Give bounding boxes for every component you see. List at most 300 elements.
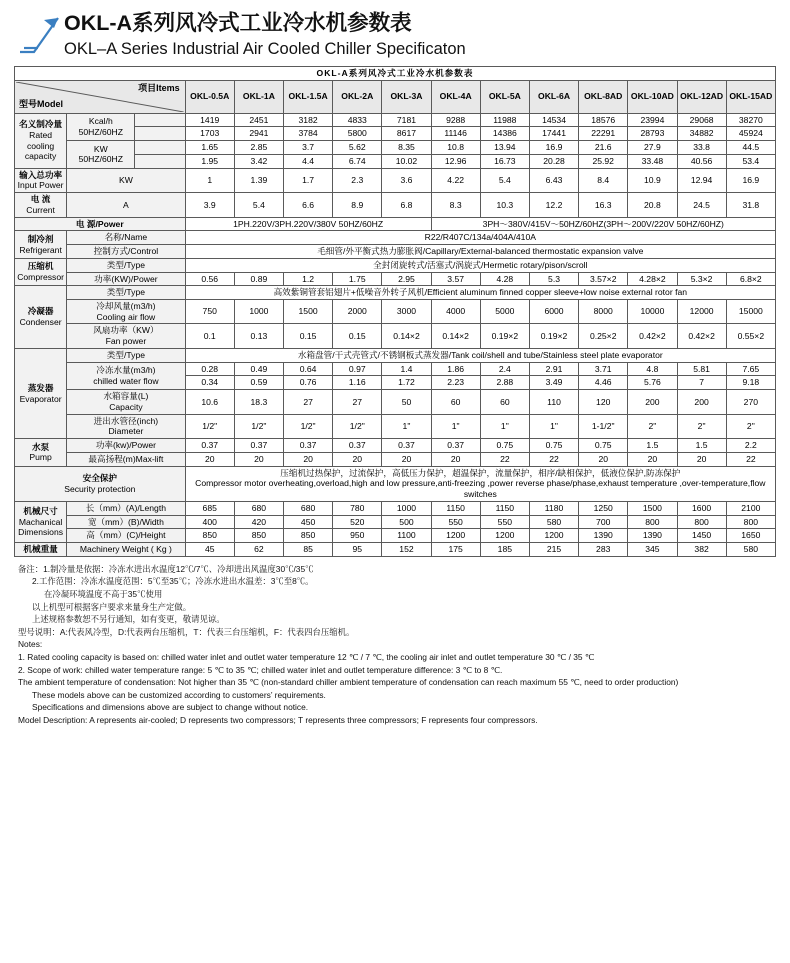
cell-dimwid-7: 580 [529, 515, 578, 529]
row-condenser-airflow [15, 300, 776, 324]
cell-kw50-10: 33.8 [677, 141, 726, 155]
row-input-power [15, 168, 776, 192]
cell-weight-7: 215 [529, 542, 578, 556]
cell-kw50-7: 16.9 [529, 141, 578, 155]
cell-condair-6: 5000 [480, 300, 529, 324]
cell-dimlen-1: 680 [234, 501, 283, 515]
cell-evaptank-4: 50 [382, 390, 431, 414]
model-header-10: OKL-12AD [677, 80, 726, 113]
evaporator-flow-label: 冷冻水量(m3/h) chilled water flow [67, 362, 185, 389]
model-header-6: OKL-5A [480, 80, 529, 113]
cell-pumppow-6: 0.75 [480, 439, 529, 453]
condenser-type-value: 高效紫铜管套铝翅片+低噪音外转子风机/Efficient aluminum finned copper sleeve+low noise external rotor fan [185, 286, 775, 300]
cell-weight-1: 62 [234, 542, 283, 556]
cell-condfan-3: 0.15 [333, 324, 382, 348]
cell-input-0: 1 [185, 168, 234, 192]
cell-condfan-4: 0.14×2 [382, 324, 431, 348]
cell-kw60-5: 12.96 [431, 154, 480, 168]
cell-evappipe-9: 2" [628, 414, 677, 438]
cell-pumplift-4: 20 [382, 452, 431, 466]
cell-condair-2: 1500 [284, 300, 333, 324]
row-security [15, 466, 776, 501]
cell-pumppow-11: 2.2 [726, 439, 775, 453]
cell-dimlen-5: 1150 [431, 501, 480, 515]
spec-table-wrapper [0, 66, 790, 557]
cell-evapw1-10: 5.81 [677, 362, 726, 376]
cell-dimwid-5: 550 [431, 515, 480, 529]
cell-kcal60-7: 17441 [529, 127, 578, 141]
cell-pumppow-3: 0.37 [333, 439, 382, 453]
cell-dimhei-6: 1200 [480, 529, 529, 543]
cell-evapw1-9: 4.8 [628, 362, 677, 376]
security-value-cn: 压缩机过热保护，过流保护，高低压力保护，超温保护，流量保护，相序/缺相保护，低液位保护,防冻保护 [280, 467, 681, 478]
cell-current-8: 16.3 [579, 193, 628, 217]
section-label-input-power: 输入总功率 Input Power [15, 168, 67, 192]
cell-kw60-9: 33.48 [628, 154, 677, 168]
cell-kw50-9: 27.9 [628, 141, 677, 155]
cell-dimlen-10: 1600 [677, 501, 726, 515]
cell-input-1: 1.39 [234, 168, 283, 192]
cell-pumplift-1: 20 [234, 452, 283, 466]
cell-dimlen-7: 1180 [529, 501, 578, 515]
section-label-weight: 机械重量 [15, 542, 67, 556]
cell-kcal60-0: 1703 [185, 127, 234, 141]
cell-pumplift-5: 20 [431, 452, 480, 466]
spec-table [14, 66, 776, 557]
unit-current: A [67, 193, 185, 217]
section-label-dimensions: 机械尺寸 Machanical Dimensions [15, 501, 67, 542]
cell-dimlen-2: 680 [284, 501, 333, 515]
refrigerant-control-label: 控制方式/Control [67, 245, 185, 259]
section-label-condenser: 冷凝器 Condenser [15, 286, 67, 349]
cell-comp-5: 3.57 [431, 272, 480, 286]
cell-kw60-0: 1.95 [185, 154, 234, 168]
cell-dimhei-10: 1450 [677, 529, 726, 543]
model-header-9: OKL-10AD [628, 80, 677, 113]
cell-condfan-1: 0.13 [234, 324, 283, 348]
row-evaporator-flow-1 [15, 362, 776, 376]
cell-evappipe-0: 1/2" [185, 414, 234, 438]
cell-weight-9: 345 [628, 542, 677, 556]
cell-pumplift-10: 20 [677, 452, 726, 466]
table-header-row [15, 80, 776, 113]
cell-evappipe-4: 1" [382, 414, 431, 438]
cell-kcal50-6: 11988 [480, 113, 529, 127]
cell-input-10: 12.94 [677, 168, 726, 192]
corner-header [15, 80, 186, 113]
cell-pumplift-11: 22 [726, 452, 775, 466]
cell-evappipe-11: 2" [726, 414, 775, 438]
cell-weight-3: 95 [333, 542, 382, 556]
cell-evaptank-9: 200 [628, 390, 677, 414]
dim-length-label: 长（mm）(A)/Length [67, 501, 185, 515]
cell-kcal50-5: 9288 [431, 113, 480, 127]
cell-comp-8: 3.57×2 [579, 272, 628, 286]
note-en-2: The ambient temperature of condensation: Not higher than 35 ℃ (non-standard chiller ambient temperature of condensation can reach maximum 55 ℃, need to order production) [18, 677, 679, 688]
evaporator-pipe-label: 进出水管径(inch) Diameter [67, 414, 185, 438]
cell-kcal60-1: 2941 [234, 127, 283, 141]
row-dim-width [15, 515, 776, 529]
cell-kcal60-5: 11146 [431, 127, 480, 141]
cell-evaptank-0: 10.6 [185, 390, 234, 414]
cell-kw50-1: 2.85 [234, 141, 283, 155]
cell-evaptank-8: 120 [579, 390, 628, 414]
cell-comp-3: 1.75 [333, 272, 382, 286]
cell-evappipe-6: 1" [480, 414, 529, 438]
cell-input-9: 10.9 [628, 168, 677, 192]
cell-dimwid-8: 700 [579, 515, 628, 529]
page-header [0, 0, 790, 66]
cell-dimwid-11: 800 [726, 515, 775, 529]
cell-weight-2: 85 [284, 542, 333, 556]
cell-dimhei-0: 850 [185, 529, 234, 543]
cell-kcal60-3: 5800 [333, 127, 382, 141]
cell-weight-10: 382 [677, 542, 726, 556]
cell-evapw1-6: 2.4 [480, 362, 529, 376]
cell-condfan-2: 0.15 [284, 324, 333, 348]
cell-pumppow-1: 0.37 [234, 439, 283, 453]
note-cn-3: 以上机型可根据客户要求来量身生产定做。 [32, 601, 192, 612]
spacer-kw-60 [135, 154, 185, 168]
cell-input-11: 16.9 [726, 168, 775, 192]
security-value-en: Compressor motor overheating,overload,high and low pressure,anti-freezing ,power reverse phase/phase,exhaust temperature ,over-temperature,flow switches [195, 478, 766, 500]
cell-comp-7: 5.3 [529, 272, 578, 286]
cell-input-4: 3.6 [382, 168, 431, 192]
unit-kw: KW 50HZ/60HZ [67, 141, 135, 168]
cell-evaptank-11: 270 [726, 390, 775, 414]
cell-evapw2-8: 4.46 [579, 376, 628, 390]
cell-weight-6: 185 [480, 542, 529, 556]
cell-dimlen-8: 1250 [579, 501, 628, 515]
cell-condair-4: 3000 [382, 300, 431, 324]
cell-kcal50-9: 23994 [628, 113, 677, 127]
cell-kcal50-11: 38270 [726, 113, 775, 127]
cell-kw60-4: 10.02 [382, 154, 431, 168]
section-label-pump: 水泵 Pump [15, 439, 67, 466]
dim-width-label: 宽（mm）(B)/Width [67, 515, 185, 529]
table-banner: OKL-A系列风冷式工业冷水机参数表 [15, 67, 776, 81]
evaporator-type-label: 类型/Type [67, 348, 185, 362]
section-label-refrigerant: 制冷剂 Refrigerant [15, 231, 67, 258]
cell-current-11: 31.8 [726, 193, 775, 217]
cell-pumplift-8: 20 [579, 452, 628, 466]
cell-kw50-6: 13.94 [480, 141, 529, 155]
cell-current-1: 5.4 [234, 193, 283, 217]
cell-evaptank-3: 27 [333, 390, 382, 414]
cell-dimlen-0: 685 [185, 501, 234, 515]
cell-condfan-6: 0.19×2 [480, 324, 529, 348]
corner-col-label: 项目Items [138, 82, 180, 93]
cell-evappipe-1: 1/2" [234, 414, 283, 438]
cell-weight-11: 580 [726, 542, 775, 556]
cell-dimhei-3: 950 [333, 529, 382, 543]
cell-pumplift-7: 22 [529, 452, 578, 466]
compressor-type-label: 类型/Type [67, 258, 185, 272]
cell-evaptank-6: 60 [480, 390, 529, 414]
cell-kw60-10: 40.56 [677, 154, 726, 168]
row-compressor-type [15, 258, 776, 272]
cell-dimlen-9: 1500 [628, 501, 677, 515]
cell-condair-8: 8000 [579, 300, 628, 324]
cell-evapw1-8: 3.71 [579, 362, 628, 376]
cell-kw60-7: 20.28 [529, 154, 578, 168]
notes-block [0, 557, 790, 737]
cell-evapw1-4: 1.4 [382, 362, 431, 376]
cell-pumppow-4: 0.37 [382, 439, 431, 453]
model-header-11: OKL-15AD [726, 80, 775, 113]
cell-condair-5: 4000 [431, 300, 480, 324]
cell-dimhei-1: 850 [234, 529, 283, 543]
page-title-cn: OKL-A系列风冷式工业冷水机参数表 [64, 11, 412, 35]
cell-evapw2-2: 0.76 [284, 376, 333, 390]
cell-pumppow-9: 1.5 [628, 439, 677, 453]
cell-pumplift-2: 20 [284, 452, 333, 466]
cell-evaptank-7: 110 [529, 390, 578, 414]
cell-current-0: 3.9 [185, 193, 234, 217]
cell-dimhei-7: 1200 [529, 529, 578, 543]
notes-en-title: Notes: [18, 639, 43, 650]
model-header-8: OKL-8AD [579, 80, 628, 113]
security-value [185, 466, 775, 501]
page-title-en: OKL–A Series Industrial Air Cooled Chiller Specificaton [64, 40, 466, 58]
spacer-kw-50 [135, 141, 185, 155]
cell-comp-4: 2.95 [382, 272, 431, 286]
cell-evapw2-7: 3.49 [529, 376, 578, 390]
cell-kw50-3: 5.62 [333, 141, 382, 155]
row-dim-length [15, 501, 776, 515]
spacer-kcal-60 [135, 127, 185, 141]
cell-kw50-4: 8.35 [382, 141, 431, 155]
row-refrigerant-name [15, 231, 776, 245]
compressor-power-label: 功率(KW)/Power [67, 272, 185, 286]
cell-condair-11: 15000 [726, 300, 775, 324]
evaporator-tank-label: 水箱容量(L) Capacity [67, 390, 185, 414]
row-refrigerant-control [15, 245, 776, 259]
cell-evappipe-7: 1" [529, 414, 578, 438]
cell-evapw2-0: 0.34 [185, 376, 234, 390]
cell-evapw1-2: 0.64 [284, 362, 333, 376]
note-cn-2: 在冷凝环境温度不高于35℃使用 [44, 588, 163, 599]
cell-condfan-7: 0.19×2 [529, 324, 578, 348]
section-label-current: 电 流 Current [15, 193, 67, 217]
row-pump-power [15, 439, 776, 453]
cell-comp-10: 5.3×2 [677, 272, 726, 286]
cell-evaptank-5: 60 [431, 390, 480, 414]
cell-evapw1-7: 2.91 [529, 362, 578, 376]
cell-comp-9: 4.28×2 [628, 272, 677, 286]
cell-input-6: 5.4 [480, 168, 529, 192]
row-kw-50 [15, 141, 776, 155]
title-block [64, 10, 466, 60]
cell-current-7: 12.2 [529, 193, 578, 217]
cell-dimwid-9: 800 [628, 515, 677, 529]
unit-input-power: KW [67, 168, 185, 192]
row-power-supply [15, 217, 776, 231]
note-cn-4: 上述规格参数恕不另行通知，如有变更，敬请见谅。 [32, 614, 225, 625]
cell-evapw2-3: 1.16 [333, 376, 382, 390]
model-header-2: OKL-1.5A [284, 80, 333, 113]
cell-condair-1: 1000 [234, 300, 283, 324]
model-header-4: OKL-3A [382, 80, 431, 113]
section-label-power: 电 源/Power [15, 217, 186, 231]
cell-evapw1-5: 1.86 [431, 362, 480, 376]
table-banner-row [15, 67, 776, 81]
note-en-5: Model Description: A represents air-cooled; D represents two compressors; T represents three compressors; F represents four compressors. [18, 715, 538, 726]
cell-current-6: 10.3 [480, 193, 529, 217]
cell-evappipe-3: 1/2" [333, 414, 382, 438]
cell-current-3: 8.9 [333, 193, 382, 217]
cell-dimlen-6: 1150 [480, 501, 529, 515]
cell-kw60-11: 53.4 [726, 154, 775, 168]
cell-evapw2-6: 2.88 [480, 376, 529, 390]
cell-kcal50-2: 3182 [284, 113, 333, 127]
row-pump-lift [15, 452, 776, 466]
cell-evaptank-2: 27 [284, 390, 333, 414]
cell-condfan-11: 0.55×2 [726, 324, 775, 348]
spacer-kcal-50 [135, 113, 185, 127]
cell-evapw1-11: 7.65 [726, 362, 775, 376]
refrigerant-control-value: 毛细管/外平衡式热力膨胀阀/Capillary/External-balanced thermostatic expansion valve [185, 245, 775, 259]
row-weight [15, 542, 776, 556]
note-en-3: These models above can be customized according to customers’ requirements. [32, 689, 326, 700]
cell-evapw1-1: 0.49 [234, 362, 283, 376]
cell-dimwid-10: 800 [677, 515, 726, 529]
row-evaporator-tank [15, 390, 776, 414]
model-header-1: OKL-1A [234, 80, 283, 113]
cell-kw60-6: 16.73 [480, 154, 529, 168]
cell-dimwid-4: 500 [382, 515, 431, 529]
cell-kcal60-9: 28793 [628, 127, 677, 141]
condenser-fanpower-label: 风扇功率（KW） Fan power [67, 324, 185, 348]
cell-condfan-8: 0.25×2 [579, 324, 628, 348]
cell-pumppow-7: 0.75 [529, 439, 578, 453]
note-cn-1: 2.工作范围：冷冻水温度范围：5℃至35℃；冷冻水进出水温差：3℃至8℃。 [32, 576, 314, 587]
cell-condfan-0: 0.1 [185, 324, 234, 348]
row-kcal-50 [15, 113, 776, 127]
cell-weight-0: 45 [185, 542, 234, 556]
compressor-type-value: 全封闭旋转式/活塞式/涡旋式/Hermetic rotary/pison/scroll [185, 258, 775, 272]
cell-condair-0: 750 [185, 300, 234, 324]
cell-condfan-9: 0.42×2 [628, 324, 677, 348]
dim-height-label: 高（mm）(C)/Height [67, 529, 185, 543]
cell-evappipe-2: 1/2" [284, 414, 333, 438]
refrigerant-name-value: R22/R407C/134a/404A/410A [185, 231, 775, 245]
cell-dimhei-2: 850 [284, 529, 333, 543]
row-evaporator-type [15, 348, 776, 362]
cell-comp-2: 1.2 [284, 272, 333, 286]
cell-evaptank-1: 18.3 [234, 390, 283, 414]
row-condenser-type [15, 286, 776, 300]
cell-dimlen-11: 2100 [726, 501, 775, 515]
cell-pumppow-0: 0.37 [185, 439, 234, 453]
cell-condfan-5: 0.14×2 [431, 324, 480, 348]
cell-dimlen-3: 780 [333, 501, 382, 515]
cell-pumppow-5: 0.37 [431, 439, 480, 453]
pump-lift-label: 最高扬程(m)Max-lift [67, 452, 185, 466]
cell-kcal50-3: 4833 [333, 113, 382, 127]
cell-dimwid-3: 520 [333, 515, 382, 529]
cell-dimwid-6: 550 [480, 515, 529, 529]
cell-pumplift-0: 20 [185, 452, 234, 466]
cell-evappipe-5: 1" [431, 414, 480, 438]
cell-condair-9: 10000 [628, 300, 677, 324]
row-dim-height [15, 529, 776, 543]
cell-kw50-0: 1.65 [185, 141, 234, 155]
condenser-type-label: 类型/Type [67, 286, 185, 300]
cell-kcal60-4: 8617 [382, 127, 431, 141]
cell-kcal60-10: 34882 [677, 127, 726, 141]
cell-comp-11: 6.8×2 [726, 272, 775, 286]
model-header-0: OKL-0.5A [185, 80, 234, 113]
row-condenser-fanpower [15, 324, 776, 348]
cell-kw50-11: 44.5 [726, 141, 775, 155]
cell-kcal50-4: 7181 [382, 113, 431, 127]
cell-evappipe-8: 1-1/2" [579, 414, 628, 438]
cell-input-2: 1.7 [284, 168, 333, 192]
section-label-security: 安全保护 Security protection [15, 466, 186, 501]
cell-comp-0: 0.56 [185, 272, 234, 286]
cell-evaptank-10: 200 [677, 390, 726, 414]
cell-kcal50-7: 14534 [529, 113, 578, 127]
cell-dimwid-1: 420 [234, 515, 283, 529]
cell-condair-3: 2000 [333, 300, 382, 324]
cell-kcal50-8: 18576 [579, 113, 628, 127]
cell-condfan-10: 0.42×2 [677, 324, 726, 348]
note-cn-5: 型号说明：A:代表风冷型，D:代表两台压缩机，T：代表三台压缩机，F：代表四台压缩机。 [18, 626, 355, 637]
cell-dimhei-4: 1100 [382, 529, 431, 543]
cell-pumplift-9: 20 [628, 452, 677, 466]
cell-input-8: 8.4 [579, 168, 628, 192]
cell-condair-10: 12000 [677, 300, 726, 324]
cell-power-right: 3PH～380V/415V～50HZ/60HZ(3PH～200V/220V 50HZ/60HZ) [431, 217, 775, 231]
cell-kw60-1: 3.42 [234, 154, 283, 168]
cell-kcal60-2: 3784 [284, 127, 333, 141]
row-current [15, 193, 776, 217]
cell-evapw2-9: 5.76 [628, 376, 677, 390]
cell-kcal60-6: 14386 [480, 127, 529, 141]
cell-pumppow-2: 0.37 [284, 439, 333, 453]
cell-dimhei-8: 1390 [579, 529, 628, 543]
cell-dimhei-11: 1650 [726, 529, 775, 543]
cell-kcal50-1: 2451 [234, 113, 283, 127]
cell-kw50-8: 21.6 [579, 141, 628, 155]
condenser-airflow-label: 冷却风量(m3/h) Cooling air flow [67, 300, 185, 324]
cell-evapw2-10: 7 [677, 376, 726, 390]
note-en-1: 2. Scope of work: chilled water temperature range: 5 ℃ to 35 ℃; chilled water inlet and outlet temperature difference: 3 ℃ to 8 ℃. [18, 664, 503, 675]
cell-current-10: 24.5 [677, 193, 726, 217]
section-label-evaporator: 蒸发器 Evaporator [15, 348, 67, 438]
cell-weight-4: 152 [382, 542, 431, 556]
cell-current-4: 6.8 [382, 193, 431, 217]
cell-evapw2-1: 0.59 [234, 376, 283, 390]
cell-pumplift-6: 22 [480, 452, 529, 466]
cell-weight-8: 283 [579, 542, 628, 556]
cell-comp-6: 4.28 [480, 272, 529, 286]
note-cn-0: 备注：1.制冷量是依据：冷冻水进出水温度12℃/7℃、冷却进出风温度30℃/35℃ [18, 563, 314, 574]
cell-weight-5: 175 [431, 542, 480, 556]
cell-kw60-2: 4.4 [284, 154, 333, 168]
cell-dimlen-4: 1000 [382, 501, 431, 515]
cell-kw50-5: 10.8 [431, 141, 480, 155]
pump-power-label: 功率(kw)/Power [67, 439, 185, 453]
evaporator-type-value: 水箱盘管/干式壳管式/不锈钢板式蒸发器/Tank coil/shell and tube/Stainless steel plate evaporator [185, 348, 775, 362]
weight-label: Machinery Weight ( Kg ) [67, 542, 185, 556]
row-evaporator-pipe [15, 414, 776, 438]
cell-comp-1: 0.89 [234, 272, 283, 286]
cell-input-7: 6.43 [529, 168, 578, 192]
cell-pumplift-3: 20 [333, 452, 382, 466]
cell-pumppow-8: 0.75 [579, 439, 628, 453]
